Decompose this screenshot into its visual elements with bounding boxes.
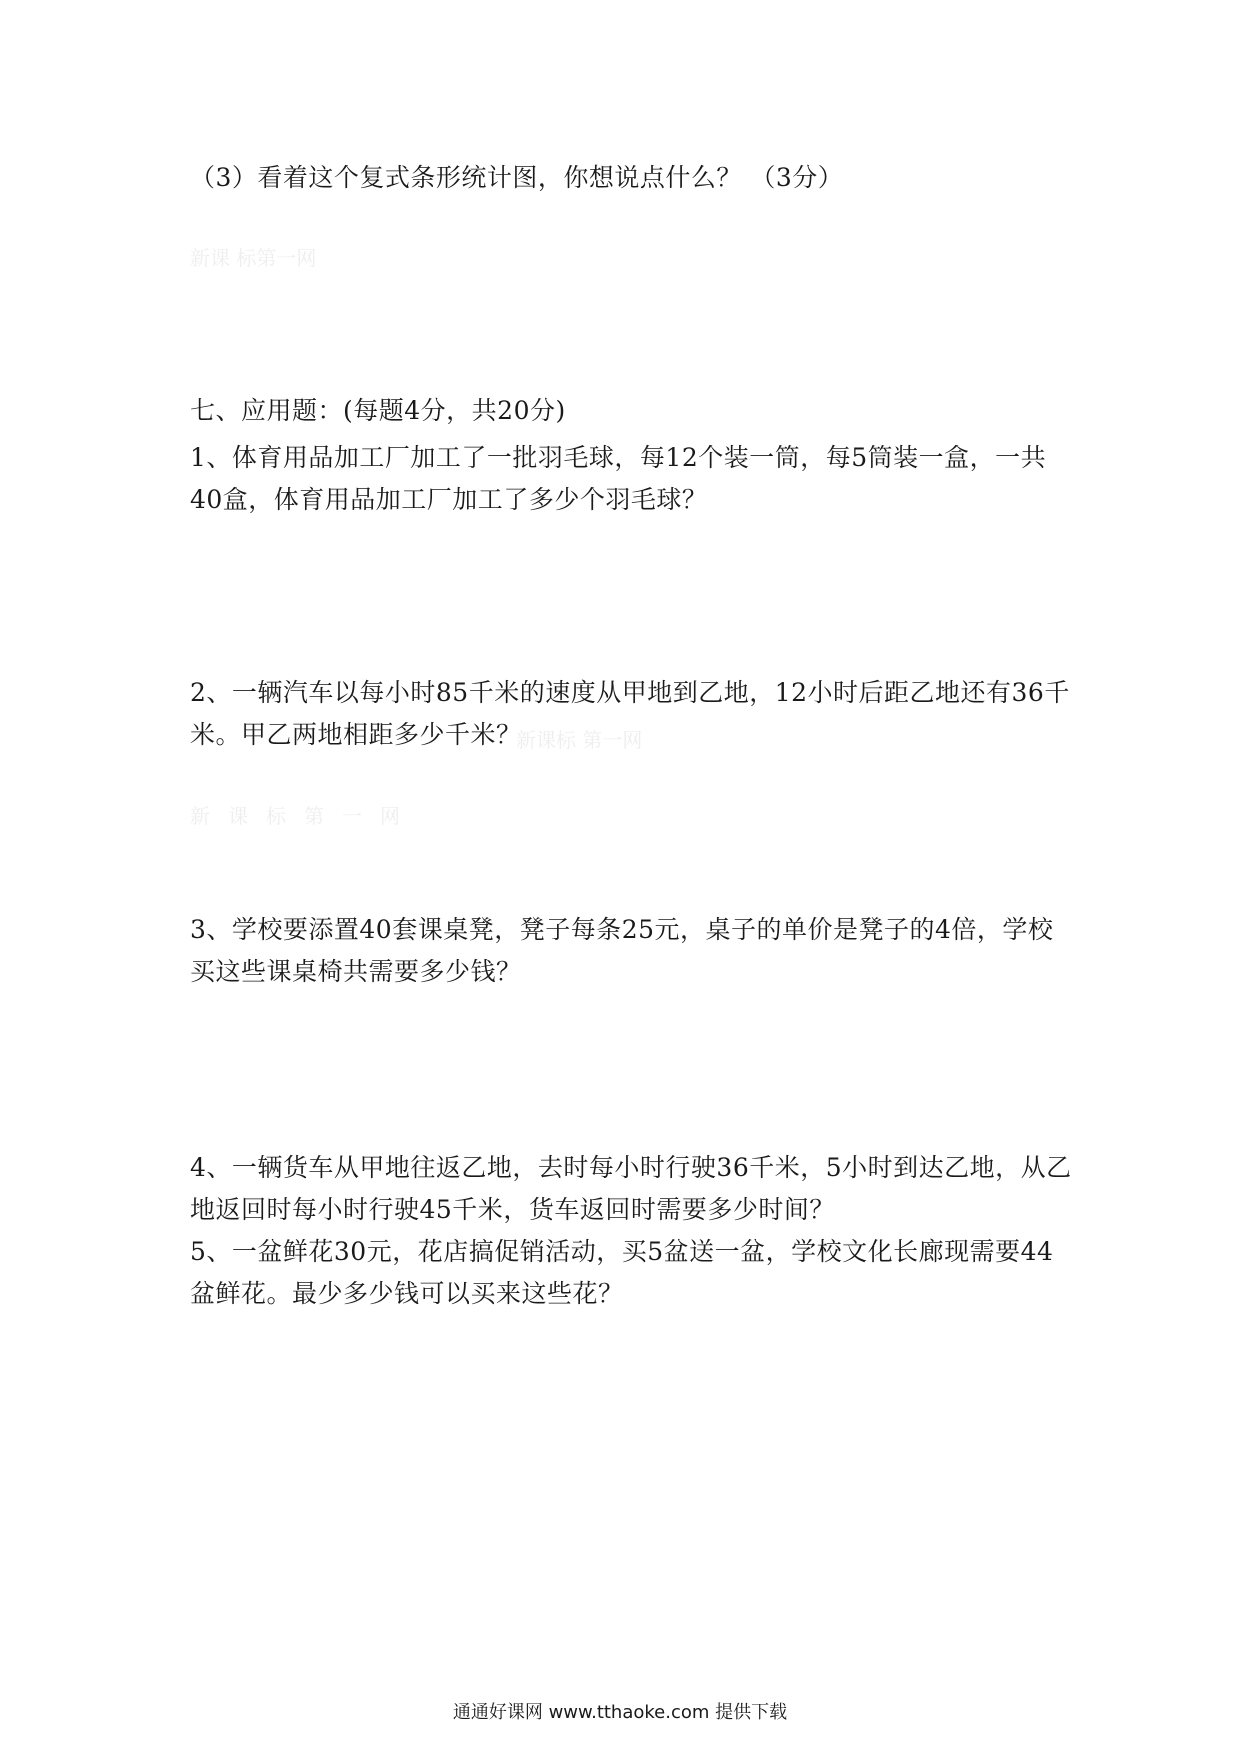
q4-line1: 4、一辆货车从甲地往返乙地，去时每小时行驶36千米，5小时到达乙地，从乙 [190, 1153, 1072, 1182]
q3-line1: 3、学校要添置40套课桌凳，凳子每条25元，桌子的单价是凳子的4倍，学校 [190, 915, 1054, 944]
page-footer: 通通好课网 www.tthaoke.com 提供下载 [452, 1702, 788, 1723]
part3-question: （3）看着这个复式条形统计图，你想说点什么？ （3分） [190, 163, 844, 192]
q3-line2: 买这些课桌椅共需要多少钱？ [190, 957, 522, 986]
q1-line1: 1、体育用品加工厂加工了一批羽毛球，每12个装一筒，每5筒装一盒，一共 [190, 443, 1047, 472]
q1-line2: 40盒，体育用品加工厂加工了多少个羽毛球？ [190, 485, 708, 514]
watermark-2: 新课标 第一网 [516, 728, 643, 752]
q2-line1: 2、一辆汽车以每小时85千米的速度从甲地到乙地，12小时后距乙地还有36千 [190, 678, 1070, 707]
q5-line1: 5、一盆鲜花30元，花店搞促销活动，买5盆送一盆，学校文化长廊现需要44 [190, 1237, 1054, 1266]
watermark-1: 新课 标第一网 [190, 246, 317, 270]
q2-line2: 米。甲乙两地相距多少千米？ [190, 720, 522, 749]
q5-line2: 盆鲜花。最少多少钱可以买来这些花？ [190, 1279, 624, 1308]
section7-heading: 七、应用题：(每题4分，共20分) [190, 396, 566, 425]
watermark-3: 新课标第一网 [190, 804, 418, 828]
q4-line2: 地返回时每小时行驶45千米，货车返回时需要多少时间？ [190, 1195, 835, 1224]
